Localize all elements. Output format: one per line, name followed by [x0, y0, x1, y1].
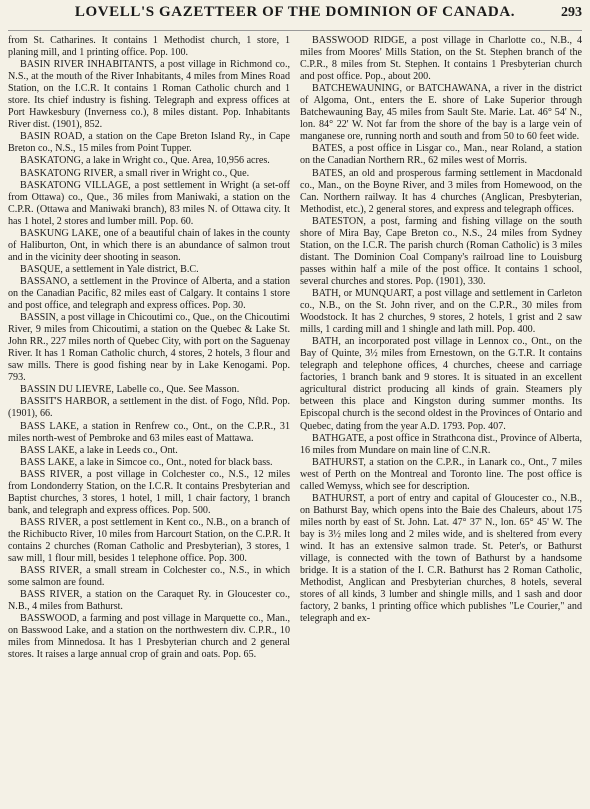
gazetteer-entry: from St. Catharines. It contains 1 Methodist church, 1 store, 1 planing mill, and 1 printing office. Pop. 100.	[8, 35, 290, 59]
gazetteer-entry: BASSWOOD RIDGE, a post village in Charlotte co., N.B., 4 miles from Moores' Mills Station, on the St. Stephen branch of the C.P.R., 8 miles from St. Stephen. It contains 1 Presbyterian church and post office. Pop., about 200.	[300, 35, 582, 83]
gazetteer-entry: BATES, an old and prosperous farming settlement in Macdonald co., Man., on the Boyne River, and 3 miles from Homewood, on the Can. Northern railway. It has 4 churches (Anglican, Presbyterian, Methodist, etc.), 2 general stores, and express and telegraph offices.	[300, 167, 582, 215]
gazetteer-entry: BATES, a post office in Lisgar co., Man., near Roland, a station on the Canadian Northern RR., 62 miles west of Morris.	[300, 143, 582, 167]
gazetteer-entry: BATESTON, a post, farming and fishing village on the south shore of Mira Bay, Cape Breton co., N.S., 24 miles from Sydney Station, on the I.C.R. The parish church (Roman Catholic) is 3 miles distant. The Dominion Coal Company's railroad line to Louisburg passes within half a mile of the post office. It contains 1 school, several churches and stores. Pop. (1901), 330.	[300, 215, 582, 287]
text-columns	[8, 35, 582, 661]
gazetteer-entry: BATHGATE, a post office in Strathcona dist., Province of Alberta, 16 miles from Mundare on main line of C.N.R.	[300, 432, 582, 456]
running-title: LOVELL'S GAZETTEER OF THE DOMINION OF CANADA.	[74, 4, 516, 20]
gazetteer-entry: BASSIT'S HARBOR, a settlement in the dist. of Fogo, Nfld. Pop. (1901), 66.	[8, 396, 290, 420]
gazetteer-entry: BASKATONG, a lake in Wright co., Que. Area, 10,956 acres.	[20, 155, 270, 167]
left-column	[8, 35, 290, 661]
gazetteer-entry: BASSWOOD, a farming and post village in Marquette co., Man., on Basswood Lake, and a station on the northwestern div. C.P.R., 10 miles from Minnedosa. It has 1 Presbyterian church and 2 general stores. It raises a large annual crop of grain and oats. Pop. 65.	[8, 613, 290, 661]
gazetteer-entry: BASSANO, a settlement in the Province of Alberta, and a station on the Canadian Pacific, 82 miles east of Calgary. It contains 1 store and post office, and telegraph and express offices. Pop. 30.	[8, 275, 290, 312]
gazetteer-entry: BASS RIVER, a small stream in Colchester co., N.S., in which some salmon are found.	[8, 565, 290, 589]
gazetteer-entry: BASIN RIVER INHABITANTS, a post village in Richmond co., N.S., at the mouth of the River Inhabitants, 4 miles from Mines Road Station, on the I.C.R. It contains 1 Roman Catholic church and 1 store. Its chief industry is fishing. Telegraph and express offices at Port Hawkesbury (Inverness co.), 8 miles distant. Pop. Inhabitants River dist. (1901), 852.	[8, 59, 290, 131]
gazetteer-entry: BASKATONG VILLAGE, a post settlement in Wright (a set-off from Ottawa) co., Que., 36 miles from Maniwaki, a station on the C.P.R. (Ottawa and Maniwaki branch), 83 miles N. of Ottawa city. It has 1 hotel, 2 stores and lumber mill. Pop. 60.	[8, 179, 290, 227]
gazetteer-entry: BASS RIVER, a station on the Caraquet Ry. in Gloucester co., N.B., 4 miles from Bathurst.	[8, 589, 290, 613]
right-column	[300, 35, 582, 661]
gazetteer-entry: BASS LAKE, a station in Renfrew co., Ont., on the C.P.R., 31 miles north-west of Pembroke and 63 miles east of Mattawa.	[8, 420, 290, 444]
gazetteer-entry: BATHURST, a port of entry and capital of Gloucester co., N.B., on Bathurst Bay, which opens into the Baie des Chaleurs, about 175 miles north by east of St. John. Lat. 47° 37' N., lon. 65° 45' W. The bay is 3½ miles long and 2 miles wide, and is sheltered from every wind. It has an extensive salmon trade. St. Peter's, or Bathurst village, is connected with the town of Bathurst by a handsome bridge. It is a station of the I. C.R. Bathurst has 2 Roman Catholic, Methodist, Anglican and Presbyterian churches, 8 hotels, several stores of all kinds, 3 lumber and shingle mills, and 1 sash and door factory, 2 banks, 1 printing office which publishes "Le Courier," and telegraph and ex-	[300, 492, 582, 625]
gazetteer-entry: BASKUNG LAKE, one of a beautiful chain of lakes in the county of Haliburton, Ont, in which there is an abundance of salmon trout and in the vicinity deer shooting in season.	[8, 227, 290, 263]
gazetteer-entry: BATH, or MUNQUART, a post village and settlement in Carleton co., N.B., on the St. John river, and on the C.P.R., 30 miles from Woodstock. It has 2 churches, 9 stores, 2 hotels, 1 grist and 2 saw mills, 1 carding mill and 1 shingle and lath mill. Pop. 400.	[300, 287, 582, 336]
gazetteer-entry: BASS RIVER, a post settlement in Kent co., N.B., on a branch of the Richibucto River, 10 miles from Harcourt Station, on the C.P.R. It contains 2 churches (Roman Catholic and Presbyterian), 3 stores, 1 saw mill, 1 flour mill, besides 1 telephone office. Pop. 300.	[8, 516, 290, 565]
gazetteer-entry: BATCHEWAUNING, or BATCHAWANA, a river in the district of Algoma, Ont., enters the E. shore of Lake Superior through Batchewauning Bay, 45 miles from Sault Ste. Marie. Lat. 46° 54' N., lon. 84° 22' W. Not far from the shore of the bay is a large vein of manganese ore, running north and south and from 50 to 60 feet wide.	[300, 83, 582, 143]
gazetteer-entry: BASS LAKE, a lake in Simcoe co., Ont., noted for black bass.	[20, 456, 273, 468]
gazetteer-entry: BASS LAKE, a lake in Leeds co., Ont.	[20, 444, 178, 456]
page-header	[8, 4, 582, 31]
gazetteer-entry: BATHURST, a station on the C.P.R., in Lanark co., Ont., 7 miles west of Perth on the Montreal and Toronto line. The post office is called Wemyss, which see for description.	[300, 456, 582, 492]
gazetteer-entry: BASIN ROAD, a station on the Cape Breton Island Ry., in Cape Breton co., N.S., 15 miles from Point Tupper.	[8, 131, 290, 155]
gazetteer-entry: BATH, an incorporated post village in Lennox co., Ont., on the Bay of Quinte, 3½ miles from Ernestown, on the G.T.R. It contains telegraph and telephone offices, 4 churches, cheese and carriage factories, 1 branch bank and 9 stores. It is situated in an excellent agricultural district producing all kinds of grain. Steamers ply between this place and Kingston during summer months. Its Episcopal church is the second oldest in the Provinces of Ontario and Quebec, dating from the year A.D. 1793. Pop. 407.	[300, 336, 582, 432]
gazetteer-entry: BASSIN, a post village in Chicoutimi co., Que., on the Chicoutimi River, 9 miles from Chicoutimi, a station on the Quebec & Lake St. John RR., 227 miles north of Quebec City, with port on the Saguenay River. It has 1 Roman Catholic church, 4 stores, 2 hotels, 3 flour and saw mills. There is good fishing near by in Lake Kenogami. Pop. 793.	[8, 312, 290, 384]
gazetteer-entry: BASSIN DU LIEVRE, Labelle co., Que. See Masson.	[20, 384, 240, 396]
page-number: 293	[561, 5, 582, 20]
gazetteer-entry: BASKATONG RIVER, a small river in Wright co., Que.	[20, 167, 250, 179]
gazetteer-entry: BASQUE, a settlement in Yale district, B.C.	[20, 263, 199, 275]
gazetteer-entry: BASS RIVER, a post village in Colchester co., N.S., 12 miles from Londonderry Station, on the I.C.R. It contains Presbyterian and Baptist churches, 3 stores, 1 hotel, 1 mill, 1 chair factory, 1 branch bank, and telegraph and express offices. Pop. 500.	[8, 468, 290, 516]
